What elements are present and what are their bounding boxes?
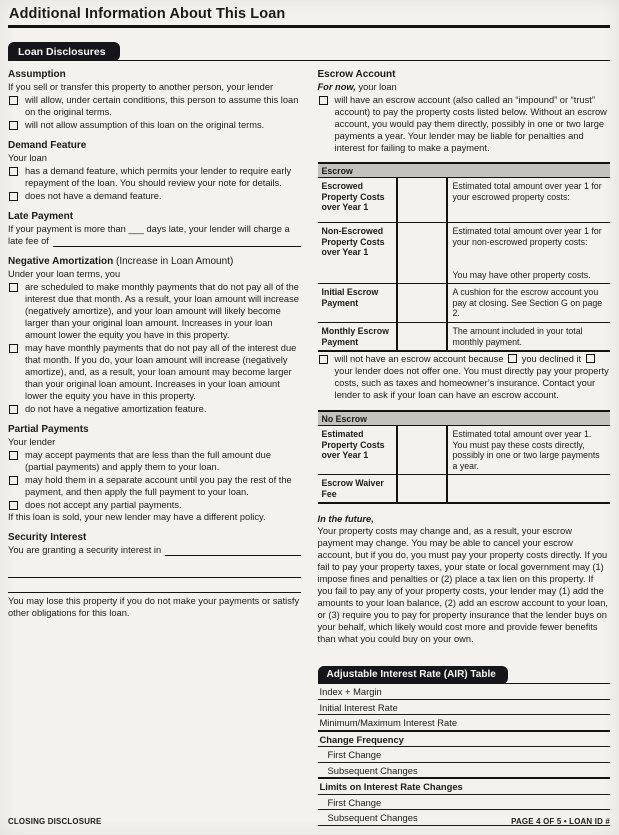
neg-am-option-may-have: may have monthly payments that do not pay all of the interest due that month. If you do, your loan amount will increase (negatively amortize), and, as a result, your loan amount may become larger than your original loan amount. Increases in your loan amount lower the equity you have in this property. <box>8 342 301 402</box>
late-payment-line1: If your payment is more than ___ days late, your lender will charge a <box>8 224 290 234</box>
air-table-tab: Adjustable Interest Rate (AIR) Table <box>318 666 508 684</box>
right-column <box>318 67 611 826</box>
air-row-limits-first-change: First Change <box>318 795 611 811</box>
negative-amortization-intro: Under your loan terms, you <box>8 269 121 279</box>
escrow-table-row-monthly-escrow: Monthly Escrow Payment The amount included in your total monthly payment. <box>318 323 611 352</box>
partial-payments-options <box>8 449 301 511</box>
partial-option-none: does not accept any partial payments. <box>8 499 301 511</box>
estimated-costs-value-cell <box>398 426 448 474</box>
neg-am-option-none: do not have a negative amortization feature. <box>8 403 301 415</box>
footer-document-name: CLOSING DISCLOSURE <box>8 817 102 826</box>
page-footer <box>8 817 610 826</box>
security-interest-warning: You may lose this property if you do not make your payments or satisfy other obligations for this loan. <box>8 596 300 618</box>
checkbox-neg-am-none[interactable] <box>9 405 18 414</box>
checkbox-assumption-allow[interactable] <box>9 96 18 105</box>
page-title: Additional Information About This Loan <box>8 5 610 28</box>
no-escrow-table-header: No Escrow <box>318 412 611 426</box>
checkbox-will-have-escrow[interactable] <box>319 96 328 105</box>
assumption-option-not-allow: will not allow assumption of this loan on the original terms. <box>8 119 301 131</box>
demand-feature-intro: Your loan <box>8 153 47 163</box>
escrow-account-intro: For now, your loan <box>317 82 397 92</box>
checkbox-has-demand-feature[interactable] <box>9 167 18 176</box>
air-row-first-change: First Change <box>318 747 611 763</box>
air-row-index-margin: Index + Margin <box>318 684 611 700</box>
neg-am-option-scheduled: are scheduled to make monthly payments that do not pay all of the interest due that month. As a result, your loan amount will increase (negatively amortize), and your loan amount will likely become larger than your original loan amount. Increases in your loan amount lower the equity you have in this property. <box>8 281 301 341</box>
partial-option-hold: may hold them in a separate account until you pay the rest of the payment, and then apply the full payment to your loan. <box>8 474 301 498</box>
assumption-options <box>8 94 301 131</box>
demand-feature-options <box>8 165 301 202</box>
air-row-min-max-rate: Minimum/Maximum Interest Rate <box>318 715 611 732</box>
late-fee-blank-line <box>53 236 301 247</box>
assumption-option-allow: will allow, under certain conditions, this person to assume this loan on the original terms. <box>8 94 301 118</box>
checkbox-partial-none[interactable] <box>9 501 18 510</box>
escrow-table-row-escrowed-costs: Escrowed Property Costs over Year 1 Estimated total amount over year 1 for your escrowed property costs: <box>318 178 611 223</box>
escrow-option-will-not-have: will not have an escrow account because you declined it your lender does not offer one. You must directly pay your property costs, such as taxes and homeowner’s insurance. Contact your lender to ask if your loan can have an escrow account. <box>318 353 611 401</box>
security-interest-heading: Security Interest <box>8 532 87 543</box>
other-property-costs-note: You may have other property costs. <box>452 269 591 280</box>
checkbox-you-declined[interactable] <box>508 354 517 363</box>
partial-payments-heading: Partial Payments <box>8 424 89 435</box>
security-interest-blank-line-3 <box>8 578 301 593</box>
checkbox-assumption-not-allow[interactable] <box>9 121 18 130</box>
monthly-escrow-value-cell <box>398 323 448 350</box>
assumption-intro: If you sell or transfer this property to another person, your lender <box>8 82 274 92</box>
escrow-option-will-have: will have an escrow account (also called an “impound” or “trust” account) to pay the property costs listed below. Without an escrow account, you would pay them directly, possibly in one or two large payments a year. Your lender may be liable for penalties and interest for failing to make a payment. <box>318 94 611 154</box>
air-row-subsequent-changes: Subsequent Changes <box>318 763 611 780</box>
escrow-table-row-initial-escrow: Initial Escrow Payment A cushion for the escrow account you pay at closing. See Section G on page 2. <box>318 284 611 323</box>
checkbox-no-demand-feature[interactable] <box>9 192 18 201</box>
security-interest-blank-line-2 <box>8 556 301 578</box>
late-payment-line2: late fee of <box>8 235 301 247</box>
demand-feature-heading: Demand Feature <box>8 140 87 151</box>
checkbox-neg-am-scheduled[interactable] <box>9 283 18 292</box>
negative-amortization-options <box>8 281 301 415</box>
escrow-options <box>318 94 611 154</box>
escrowed-costs-value-cell <box>398 178 448 222</box>
waiver-fee-value-cell <box>398 475 448 502</box>
in-the-future-text: Your property costs may change and, as a result, your escrow payment may change. You may be able to cancel your escrow account, but if you do, you must pay your property costs directly. If you fail to pay your property taxes, your state or local government may (1) impose fines and penalties or (2) place a tax lien on this property. If you fail to pay any of your property costs, your lender may (1) add the amounts to your loan balance, (2) add an escrow account to your loan, or (3) require you to pay for property insurance that the lender buys on your behalf, which likely would cost more and provide fewer benefits than what you could buy on your own. <box>317 526 608 644</box>
initial-escrow-value-cell <box>398 284 448 322</box>
demand-feature-option-has: has a demand feature, which permits your lender to require early repayment of the loan. You should review your note for details. <box>8 165 301 189</box>
air-row-limits-subsequent-changes: Subsequent Changes <box>318 810 611 826</box>
late-payment-heading: Late Payment <box>8 211 74 222</box>
no-escrow-options <box>318 353 611 401</box>
loan-disclosures-tab: Loan Disclosures <box>8 42 120 61</box>
no-escrow-row-waiver-fee: Escrow Waiver Fee <box>318 475 611 504</box>
in-the-future-heading: In the future, <box>317 514 374 524</box>
no-escrow-row-estimated-costs: Estimated Property Costs over Year 1 Estimated total amount over year 1. You must pay these costs directly, possibly in one or two large payments a year. <box>318 426 611 475</box>
security-interest-line: You are granting a security interest in <box>8 544 301 556</box>
assumption-heading: Assumption <box>8 69 66 80</box>
negative-amortization-heading: Negative Amortization (Increase in Loan Amount) <box>8 256 234 267</box>
air-row-initial-rate: Initial Interest Rate <box>318 700 611 716</box>
non-escrowed-costs-value-cell <box>398 223 448 283</box>
checkbox-partial-accept[interactable] <box>9 451 18 460</box>
checkbox-lender-does-not-offer[interactable] <box>586 354 595 363</box>
escrow-account-heading: Escrow Account <box>317 69 396 80</box>
demand-feature-option-not: does not have a demand feature. <box>8 190 301 202</box>
checkbox-will-not-have-escrow[interactable] <box>319 355 328 364</box>
security-interest-blank-line <box>165 545 300 556</box>
escrow-table-row-non-escrowed-costs: Non-Escrowed Property Costs over Year 1 Estimated total amount over year 1 for your non-escrowed property costs: You may have other property costs. <box>318 223 611 284</box>
partial-payments-intro: Your lender <box>8 437 56 447</box>
partial-payments-outro: If this loan is sold, your new lender may have a different policy. <box>8 512 266 522</box>
footer-page-number: PAGE 4 OF 5 • LOAN ID # <box>511 817 610 826</box>
air-table <box>318 666 611 826</box>
escrow-table-header: Escrow <box>318 164 611 178</box>
checkbox-partial-hold[interactable] <box>9 476 18 485</box>
loan-disclosures-tab-row <box>8 42 610 61</box>
left-column <box>8 67 301 826</box>
no-escrow-table <box>318 410 611 504</box>
escrow-table <box>318 162 611 352</box>
partial-option-accept: may accept payments that are less than the full amount due (partial payments) and apply them to your loan. <box>8 449 301 473</box>
air-row-change-frequency: Change Frequency <box>318 732 611 748</box>
checkbox-neg-am-may-have[interactable] <box>9 344 18 353</box>
air-row-limits-heading: Limits on Interest Rate Changes <box>318 779 611 795</box>
